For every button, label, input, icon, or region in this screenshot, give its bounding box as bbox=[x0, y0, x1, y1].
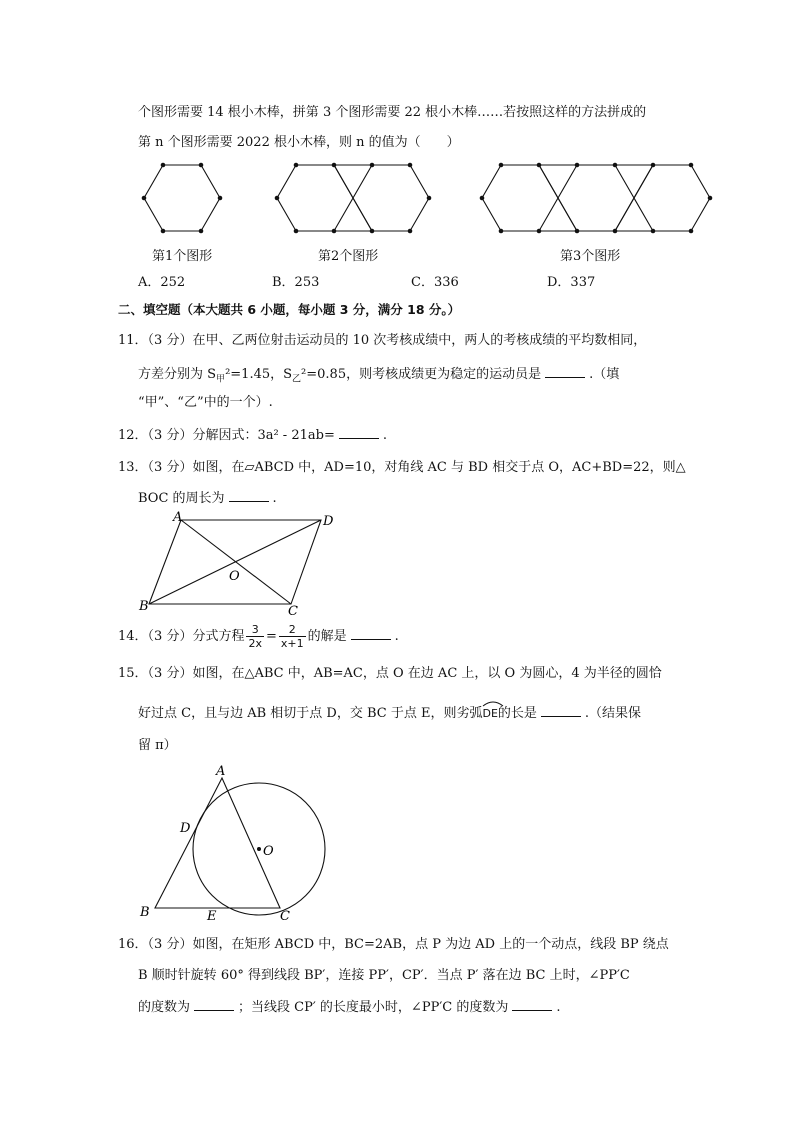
q13-line1: 13．（3 分）如图，在▱ABCD 中，AD=10，对角线 AC 与 BD 相交于点 O，AC+BD=22，则△ bbox=[118, 460, 686, 475]
hexagon-fig2-left bbox=[277, 165, 353, 231]
caption-fig3: 第3个图形 bbox=[560, 249, 621, 264]
option-a: A．252 bbox=[138, 275, 186, 290]
q12-answer-blank bbox=[339, 426, 379, 439]
q16-line3 bbox=[138, 998, 560, 1017]
q12-line bbox=[118, 426, 387, 445]
arc-de-notation: DE bbox=[482, 705, 497, 723]
hexagon-fig1 bbox=[144, 165, 220, 231]
label-a2: A bbox=[216, 764, 226, 779]
q13-line2 bbox=[138, 489, 277, 508]
label-o2: O bbox=[263, 844, 274, 859]
q14-prefix: 14．（3 分）分式方程 bbox=[118, 629, 245, 644]
caption-fig2: 第2个图形 bbox=[318, 249, 379, 264]
q14-suffix: . bbox=[394, 629, 399, 644]
q13-suffix: . bbox=[272, 491, 277, 506]
q11-line2d: .（填 bbox=[589, 367, 620, 382]
q13-line2-text: BOC 的周长为 bbox=[138, 491, 225, 506]
label-o: O bbox=[229, 569, 240, 584]
label-d2: D bbox=[180, 821, 191, 836]
q11-line2b: ²=1.45，S bbox=[225, 367, 293, 382]
q12-suffix: . bbox=[382, 428, 387, 443]
q11-sub-jia: 甲 bbox=[216, 374, 226, 385]
hexagon-figures bbox=[0, 158, 794, 258]
q11-line2c: ²=0.85，则考核成绩更为稳定的运动员是 bbox=[301, 367, 542, 382]
q15-line1: 15．（3 分）如图，在△ABC 中，AB=AC，点 O 在边 AC 上，以 O 为圆心，4 为半径的圆恰 bbox=[118, 666, 662, 681]
q14-fraction-left: $\frac{3}{2x}$ bbox=[248, 623, 262, 650]
q15-line2c: .（结果保 bbox=[584, 706, 642, 721]
hexagon-fig3-a bbox=[482, 165, 558, 231]
label-a: A bbox=[173, 510, 183, 525]
option-b: B．253 bbox=[272, 275, 320, 290]
hexagon-fig3-c bbox=[634, 165, 710, 231]
q14-answer-blank bbox=[351, 627, 391, 640]
arc-mark-icon bbox=[482, 700, 504, 706]
q15-line2a: 好过点 C，且与边 AB 相切于点 D，交 BC 于点 E，则劣弧 bbox=[138, 706, 483, 721]
q16-line1: 16．（3 分）如图，在矩形 ABCD 中，BC=2AB，点 P 为边 AD 上的一个动点，线段 BP 绕点 bbox=[118, 937, 669, 952]
q11-sub-yi: 乙 bbox=[292, 374, 302, 385]
q14-fraction-right: $\frac{2}{x+1}$ bbox=[280, 623, 304, 650]
q15-answer-blank bbox=[541, 704, 581, 717]
q10-line1: 个图形需要 14 根小木棒，拼第 3 个图形需要 22 根小木棒……若按照这样的方法拼成的 bbox=[138, 105, 647, 120]
section-title: 二、填空题（本大题共 6 小题，每小题 3 分，满分 18 分。） bbox=[118, 302, 461, 317]
hexagon-fig3-b bbox=[558, 165, 634, 231]
q11-line2 bbox=[138, 365, 619, 389]
triangle-circle-figure bbox=[130, 763, 330, 923]
q11-line2a: 方差分别为 S bbox=[138, 367, 217, 382]
q14-line bbox=[118, 622, 399, 652]
q12-prefix: 12．（3 分）分解因式：3a² - 21ab= bbox=[118, 428, 335, 443]
label-b2: B bbox=[140, 905, 150, 920]
hexagon-fig2-right bbox=[353, 165, 429, 231]
caption-fig1: 第1个图形 bbox=[152, 249, 213, 264]
parallelogram-figure bbox=[130, 508, 350, 618]
label-e2: E bbox=[207, 909, 217, 924]
q10-line2: 第 n 个图形需要 2022 根小木棒，则 n 的值为（ ） bbox=[138, 135, 460, 150]
option-c: C．336 bbox=[411, 275, 459, 290]
q15-line2b: 的长是 bbox=[497, 706, 537, 721]
q13-answer-blank bbox=[229, 489, 269, 502]
q16-line2: B 顺时针旋转 60° 得到线段 BP′，连接 PP′，CP′．当点 P′ 落在边 BC 上时，∠PP′C bbox=[138, 968, 630, 983]
label-c2: C bbox=[280, 909, 290, 924]
label-c: C bbox=[288, 604, 298, 619]
q15-line2 bbox=[138, 704, 641, 723]
label-d: D bbox=[323, 514, 334, 529]
q16-line3c: . bbox=[556, 1000, 561, 1015]
option-d: D．337 bbox=[547, 275, 596, 290]
q16-answer-blank-2 bbox=[512, 998, 552, 1011]
label-b: B bbox=[139, 599, 149, 614]
q14-equals: = bbox=[265, 629, 277, 644]
q16-answer-blank-1 bbox=[194, 998, 234, 1011]
q11-answer-blank bbox=[545, 365, 585, 378]
q15-line3: 留 π） bbox=[138, 738, 177, 753]
q16-line3b: ；当线段 CP′ 的长度最小时，∠PP′C 的度数为 bbox=[238, 1000, 509, 1015]
q16-line3a: 的度数为 bbox=[138, 1000, 191, 1015]
q14-mid: 的解是 bbox=[307, 629, 347, 644]
q11-line3: “甲”、“乙”中的一个）. bbox=[138, 395, 273, 410]
q11-line1: 11．（3 分）在甲、乙两位射击运动员的 10 次考核成绩中，两人的考核成绩的平均数相同， bbox=[118, 333, 647, 348]
